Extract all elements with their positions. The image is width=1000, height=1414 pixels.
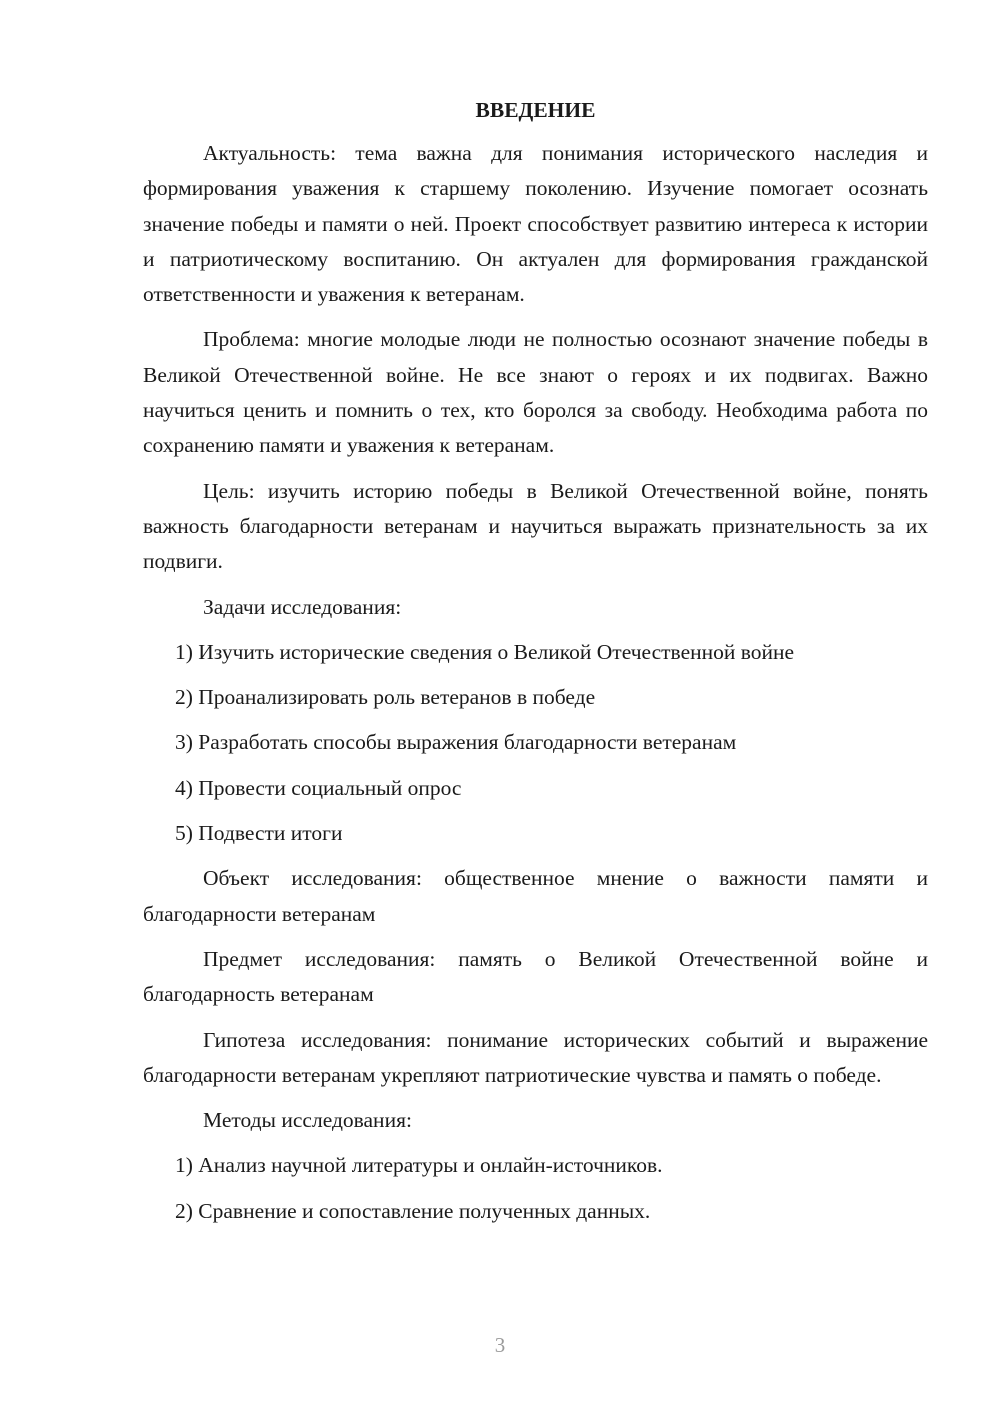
list-item: 2) Сравнение и сопоставление полученных данных. <box>175 1198 651 1223</box>
subject-paragraph: Предмет исследования: память о Великой Отечественной войне и благодарность ветеранам <box>143 946 928 1007</box>
relevance-paragraph: Актуальность: тема важна для понимания исторического наследия и формирования уважения к старшему поколению. Изучение помогает осознать значение победы и памяти о ней. Проект способствует развитию интереса к истории и патриотическому воспитанию. Он актуален для формирования гражданской ответственности и уважения к ветеранам. <box>143 141 928 307</box>
list-item: 4) Провести социальный опрос <box>175 775 462 800</box>
list-item: 3) Разработать способы выражения благодарности ветеранам <box>175 730 737 755</box>
list-item: 1) Изучить исторические сведения о Великой Отечественной войне <box>175 639 795 664</box>
page-content <box>143 93 928 1239</box>
section-heading: ВВЕДЕНИЕ <box>475 98 596 122</box>
list-item: 1) Анализ научной литературы и онлайн-источников. <box>175 1153 663 1178</box>
page-number: 3 <box>494 1333 506 1357</box>
tasks-list <box>143 635 928 851</box>
tasks-heading: Задачи исследования: <box>203 594 402 619</box>
methods-list <box>143 1148 928 1229</box>
problem-paragraph: Проблема: многие молодые люди не полностью осознают значение победы в Великой Отечественной войне. Не все знают о героях и их подвигах. Важно научиться ценить и помнить о тех, кто боролся за свободу. Необходима работа по сохранению памяти и уважения к ветеранам. <box>143 327 928 458</box>
methods-heading: Методы исследования: <box>203 1108 412 1133</box>
object-paragraph: Объект исследования: общественное мнение о важности памяти и благодарности ветеранам <box>143 866 928 926</box>
goal-paragraph: Цель: изучить историю победы в Великой Отечественной войне, понять важность благодарности ветеранам и научиться выражать признательность за их подвиги. <box>143 478 928 574</box>
hypothesis-paragraph: Гипотеза исследования: понимание исторических событий и выражение благодарности ветеранам укрепляют патриотические чувства и память о победе. <box>143 1027 928 1087</box>
list-item: 2) Проанализировать роль ветеранов в победе <box>175 685 596 710</box>
list-item: 5) Подвести итоги <box>175 821 343 846</box>
